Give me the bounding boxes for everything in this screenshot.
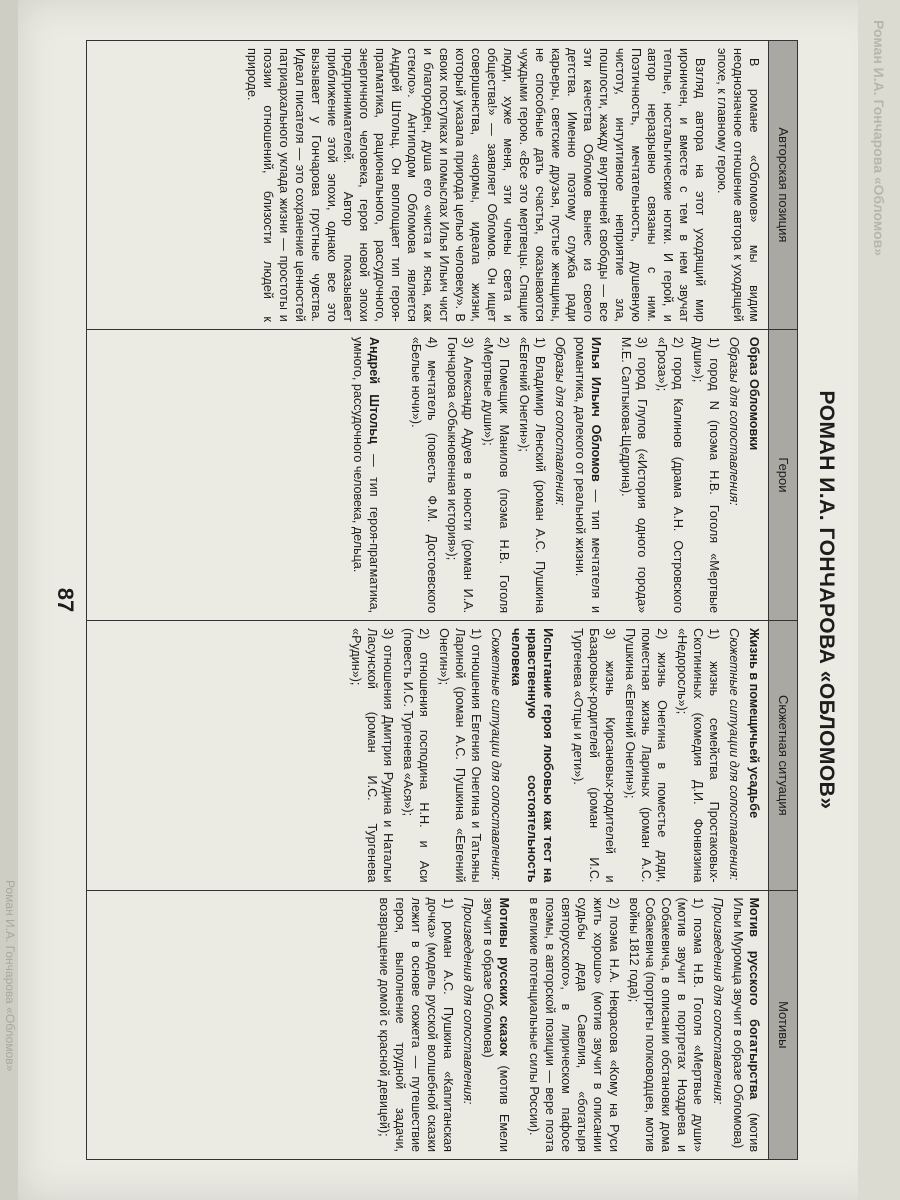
header-author-position: Авторская позиция [769, 41, 798, 330]
list-item: 2) жизнь Онегина в поместье дяди, поместная жизнь Лариных (роман А.С. Пушкина «Евгений Онегин»); [623, 628, 669, 883]
motif-fairytales-title: Мотивы русских сказок [497, 897, 511, 1057]
hero-oblomov-name: Илья Ильич Обломов [589, 336, 603, 482]
motif-bogatyr [730, 898, 762, 1152]
page-title: РОМАН И.А. ГОНЧАРОВА «ОБЛОМОВ» [815, 390, 838, 810]
cell-motifs [87, 890, 769, 1159]
motif-bogatyr-title: Мотив русского богатырства [747, 897, 761, 1100]
cell-heroes [87, 329, 769, 620]
motif-fairytales-desc: (мотив Емели звучит в образе Обломова) [481, 897, 511, 1152]
list-item: 2) город Калинов (драма А.Н. Островского «Гроза»); [655, 336, 685, 614]
list-item: 2) поэма Н.А. Некрасова «Кому на Руси жить хорошо» (мотив звучит в описании судьбы деда Савелия, «богатыря святорусского», в лирическом пафосе поэмы, в авторской позиции — вере поэта в великие потенциальные силы России). [527, 897, 621, 1152]
page-number: 87 [53, 587, 78, 613]
heroes-compare-label: Образы для сопоставления: [553, 336, 567, 506]
motifs-compare-label: Произведения для сопоставления: [711, 897, 725, 1105]
heroes-compare-label: Образы для сопоставления: [727, 336, 741, 506]
motif-bogatyr-desc: (мотив Ильи Муромца звучит в образе Обломова) [731, 897, 761, 1153]
cell-plot-situation [87, 621, 769, 890]
list-item: 1) поэма Н.В. Гоголя «Мертвые души» (мотив звучит в портретах Ноздрева и Собакевича, в описании обстановки дома Собакевича (портреты полководцев, мотив войны 1812 года); [627, 897, 705, 1152]
plot-estate-title: Жизнь в помещичьей усадьбе [747, 628, 761, 819]
heroes-oblomovka-title: Образ Обломовки [747, 336, 761, 451]
list-item: 1) Владимир Ленский (роман А.С. Пушкина «Евгений Онегин»); [517, 336, 547, 614]
hero-stolz-desc: — тип героя-прагматика, умного, рассудочного человека, дельца. [351, 336, 381, 614]
cell-author-position [87, 41, 769, 330]
plot-compare-label: Сюжетные ситуации для сопоставления: [727, 628, 741, 881]
motifs-compare-label: Произведения для сопоставления: [461, 897, 475, 1105]
hero-oblomov-desc: — тип мечтателя и романтика, далекого от реальной жизни. [573, 336, 603, 614]
previous-page-edge [0, 0, 20, 1200]
list-item: 1) роман А.С. Пушкина «Капитанская дочка» (модель русской волшебной сказки лежит в основе сюжета — путешествие героя, выполнение трудной задачи, возвращение домой с красной девицей); [377, 897, 455, 1152]
list-item: 2) отношения господина Н.Н. и Аси (повесть И.С. Тургенева «Ася»); [401, 628, 431, 883]
plot-compare-label: Сюжетные ситуации для сопоставления: [489, 628, 503, 881]
author-paragraph: Взгляд автора на этот уходящий мир ироничен, и вместе с тем в нем звучат теплые, ностальгические нотки. И герой, и автор неразрывно связаны с ним. Поэтичность, мечтательность, душевную чистоту, интуитивное неприятие зла, пошлости, жажду внутренней свободы — все эти качества Обломов вынес из своего детства. Именно поэтому служба ради карьеры, светские друзья, пустые женщины, не способные дать счастья, оказываются чуждыми герою. «Все это мертвецы. Спящие люди, хуже меня, эти члены света и общества!» — заявляет Обломов. Он ищет совершенства, «нормы, идеала жизни, который указала природа целью человеку». В своих поступках и помыслах Илья Ильич чист и благороден, душа его «чиста и ясна, как стекло». Антиподом Обломова является Андрей Штольц. Он воплощает тип героя-прагматика, рационального, рассудочного, энергичного человека, героя новой эпохи предпринимателей. Автор показывает приближение этой эпохи, однако все это вызывает у Гончарова грустные чувства. Идеал писателя — это сохранение ценностей патриархального уклада жизни — простоты и поэзии отношений, близости людей к природе. [245, 48, 707, 322]
list-item: 3) город Глупов («История одного города» М.Е. Салтыкова-Щедрина). [619, 336, 649, 614]
list-item: 2) Помещик Манилов (поэма Н.В. Гоголя «Мертвые души»); [481, 336, 511, 614]
motif-fairytales [480, 898, 512, 1152]
next-page-faint-text: Роман И.А. Гончарова «Обломов» [871, 20, 887, 257]
author-paragraph: В романе «Обломов» мы видим неоднозначное отношение автора к уходящей эпохе, к главному герою. [715, 48, 761, 322]
list-item: 3) отношения Дмитрия Рудина и Натальи Ласунской (роман И.С. Тургенева «Рудин»); [349, 628, 395, 883]
hero-stolz-name: Андрей Штольц [367, 336, 381, 444]
list-item: 3) жизнь Кирсановых-родителей и Базаровых-родителей (роман И.С. Тургенева «Отцы и дети»). [571, 628, 617, 883]
hero-stolz [350, 337, 382, 613]
header-motifs: Мотивы [769, 890, 798, 1159]
rotated-page-content [50, 40, 850, 1160]
previous-page-faint-text: Роман И.А. Гончарова «Обломов» [3, 880, 17, 1072]
table-row [87, 41, 769, 1160]
next-page-edge [858, 0, 900, 1200]
table-header-row [769, 41, 798, 1160]
header-heroes: Герои [769, 329, 798, 620]
list-item: 4) мечтатель (повесть Ф.М. Достоевского «Белые ночи»). [409, 336, 439, 614]
hero-oblomov [572, 337, 604, 613]
list-item: 3) Александр Адуев в юности (роман И.А. Гончарова «Обыкновенная история»); [445, 336, 475, 614]
literature-table [86, 40, 798, 1160]
list-item: 1) город N (поэма Н.В. Гоголя «Мертвые души»); [691, 336, 721, 614]
plot-love-test-title: Испытание героя любовью как тест на нравственную состоятельность человека [509, 628, 555, 883]
header-plot-situation: Сюжетная ситуация [769, 621, 798, 890]
list-item: 1) отношения Евгения Онегина и Татьяны Лариной (роман А.С. Пушкина «Евгений Онегин»); [437, 628, 483, 883]
list-item: 1) жизнь семейства Простаковых-Скотининых (комедия Д.И. Фонвизина «Недоросль»); [675, 628, 721, 883]
